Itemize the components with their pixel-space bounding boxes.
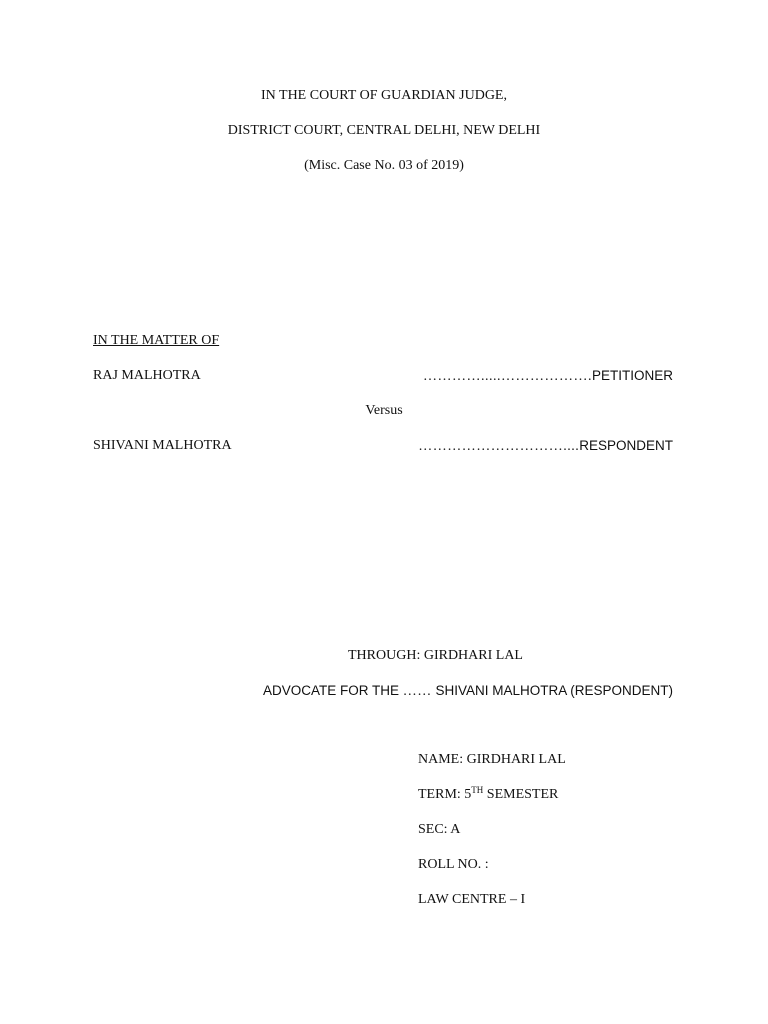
court-heading: IN THE COURT OF GUARDIAN JUDGE, [261, 88, 507, 103]
advocate-prefix: ADVOCATE FOR THE [262, 683, 403, 698]
law-centre: LAW CENTRE – I [418, 892, 526, 907]
matter-title: IN THE MATTER OF [93, 333, 220, 348]
petitioner-dots: ………….....………………. [422, 369, 592, 384]
respondent-label: RESPONDENT [579, 438, 673, 453]
advocate-dots: …… [402, 684, 432, 699]
respondent-name: SHIVANI MALHOTRA [93, 438, 232, 453]
advocate-suffix: SHIVANI MALHOTRA (RESPONDENT) [431, 683, 673, 698]
student-name: NAME: GIRDHARI LAL [418, 752, 566, 767]
petitioner-name: RAJ MALHOTRA [93, 368, 201, 383]
respondent-role [418, 437, 673, 456]
court-location: DISTRICT COURT, CENTRAL DELHI, NEW DELHI [227, 123, 541, 138]
student-term [418, 786, 558, 804]
respondent-dots: ………………………….... [418, 439, 580, 454]
petitioner-role [423, 367, 673, 386]
student-section: SEC: A [418, 822, 461, 837]
versus-label: Versus [365, 403, 403, 418]
term-prefix: TERM: 5 [418, 787, 472, 802]
petitioner-label: PETITIONER [591, 368, 673, 383]
term-superscript: TH [471, 785, 484, 795]
case-number: (Misc. Case No. 03 of 2019) [304, 158, 464, 173]
term-suffix: SEMESTER [483, 787, 559, 802]
through-line: THROUGH: GIRDHARI LAL [348, 648, 523, 663]
student-roll: ROLL NO. : [418, 857, 489, 872]
advocate-line [263, 682, 673, 701]
